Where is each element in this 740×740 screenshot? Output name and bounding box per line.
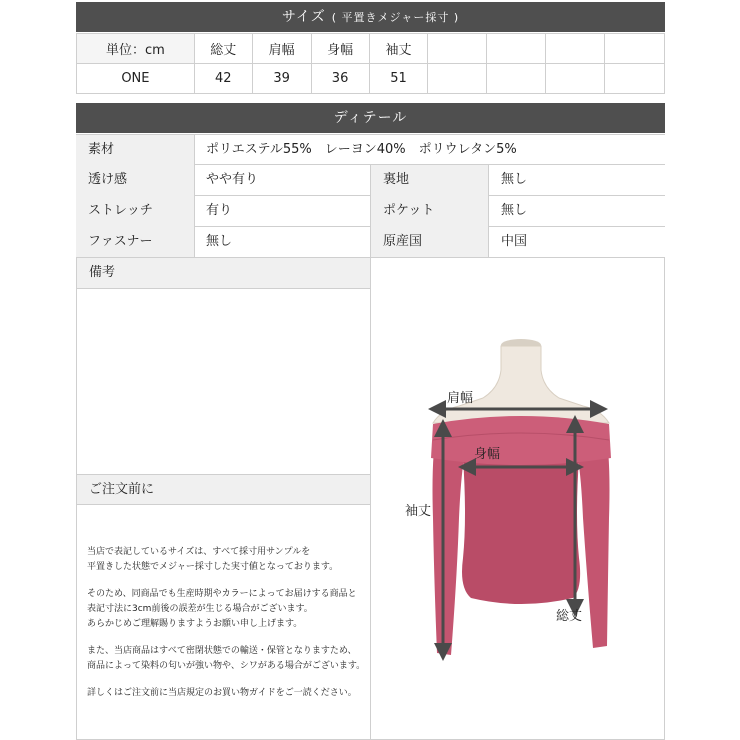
material-label: 素材: [76, 135, 194, 166]
notice-paragraph: [87, 644, 367, 674]
size-cell: [428, 64, 487, 94]
pocket-label: ポケット: [371, 196, 488, 227]
fastener-label: ファスナー: [76, 227, 194, 258]
stretch-label: ストレッチ: [76, 196, 194, 227]
size-cell: ONE: [77, 64, 195, 94]
notice-text: [87, 545, 367, 713]
size-cell: [487, 64, 546, 94]
origin-value: 中国: [501, 234, 528, 249]
chest-width-label: 身幅: [474, 447, 501, 462]
notice-line: 詳しくはご注文前に当店規定のお買い物ガイドをご一読ください。: [87, 688, 357, 698]
detail-section-header: [76, 103, 665, 133]
transparency-label: 透け感: [76, 165, 194, 196]
size-header-cell: [546, 34, 605, 64]
size-cell: 36: [311, 64, 369, 94]
size-header-cell: [605, 34, 665, 64]
notice-paragraph: [87, 686, 367, 701]
notice-line: 表記寸法に3cm前後の誤差が生じる場合がございます。: [87, 604, 313, 614]
size-header-cell: 肩幅: [252, 34, 311, 64]
notice-line: あらかじめご理解賜りますようお願い申し上げます。: [87, 619, 303, 629]
sleeve-length-label: 袖丈: [405, 504, 432, 519]
notice-line: そのため、同商品でも生産時期やカラーによってお届けする商品と: [87, 589, 357, 599]
notice-title: ご注文前に: [77, 474, 370, 505]
material-value: ポリエステル55% レーヨン40% ポリウレタン5%: [206, 142, 517, 157]
size-header-cell: 総丈: [194, 34, 252, 64]
detail-row-stretch: [76, 196, 665, 227]
lining-label: 裏地: [371, 165, 488, 196]
size-table: [76, 33, 665, 94]
size-subtitle: ( 平置きメジャー採寸 ): [331, 11, 460, 24]
total-length-label: 総丈: [556, 609, 583, 624]
detail-row-transparency: [76, 165, 665, 196]
size-section-header: [76, 2, 665, 32]
notice-paragraph: [87, 587, 367, 632]
shoulder-width-label: 肩幅: [447, 391, 474, 406]
pocket-value: 無し: [501, 203, 528, 218]
notice-line: 当店で表記しているサイズは、すべて採寸用サンプルを: [87, 547, 311, 557]
detail-row-material: [76, 134, 665, 165]
size-cell: 51: [369, 64, 428, 94]
origin-label: 原産国: [371, 227, 488, 258]
size-title: サイズ: [281, 9, 326, 25]
size-row: [77, 64, 665, 94]
notice-line: 商品によって染料の匂いが強い物や、シワがある場合がございます。: [87, 661, 366, 671]
size-header-cell: 単位：cm: [77, 34, 195, 64]
remarks-title: 備考: [77, 258, 370, 289]
notice-line: また、当店商品はすべて密閉状態での輸送・保管となりますため、: [87, 646, 357, 656]
size-cell: [605, 64, 665, 94]
transparency-value: やや有り: [206, 172, 259, 187]
size-cell: 39: [252, 64, 311, 94]
size-header-cell: 袖丈: [369, 34, 428, 64]
stretch-value: 有り: [206, 203, 233, 218]
size-header-row: [77, 34, 665, 64]
size-cell: [546, 64, 605, 94]
size-header-cell: 身幅: [311, 34, 369, 64]
detail-title: ディテール: [333, 110, 408, 126]
detail-row-fastener: [76, 227, 665, 258]
off-shoulder-top: [431, 416, 611, 655]
notice-line: 平置きした状態でメジャー採寸した実寸値となっております。: [87, 562, 339, 572]
size-header-cell: [428, 34, 487, 64]
size-cell: 42: [194, 64, 252, 94]
lining-value: 無し: [501, 172, 528, 187]
size-header-cell: [487, 34, 546, 64]
fastener-value: 無し: [206, 234, 233, 249]
garment-diagram: [371, 258, 664, 739]
notice-paragraph: [87, 545, 367, 575]
